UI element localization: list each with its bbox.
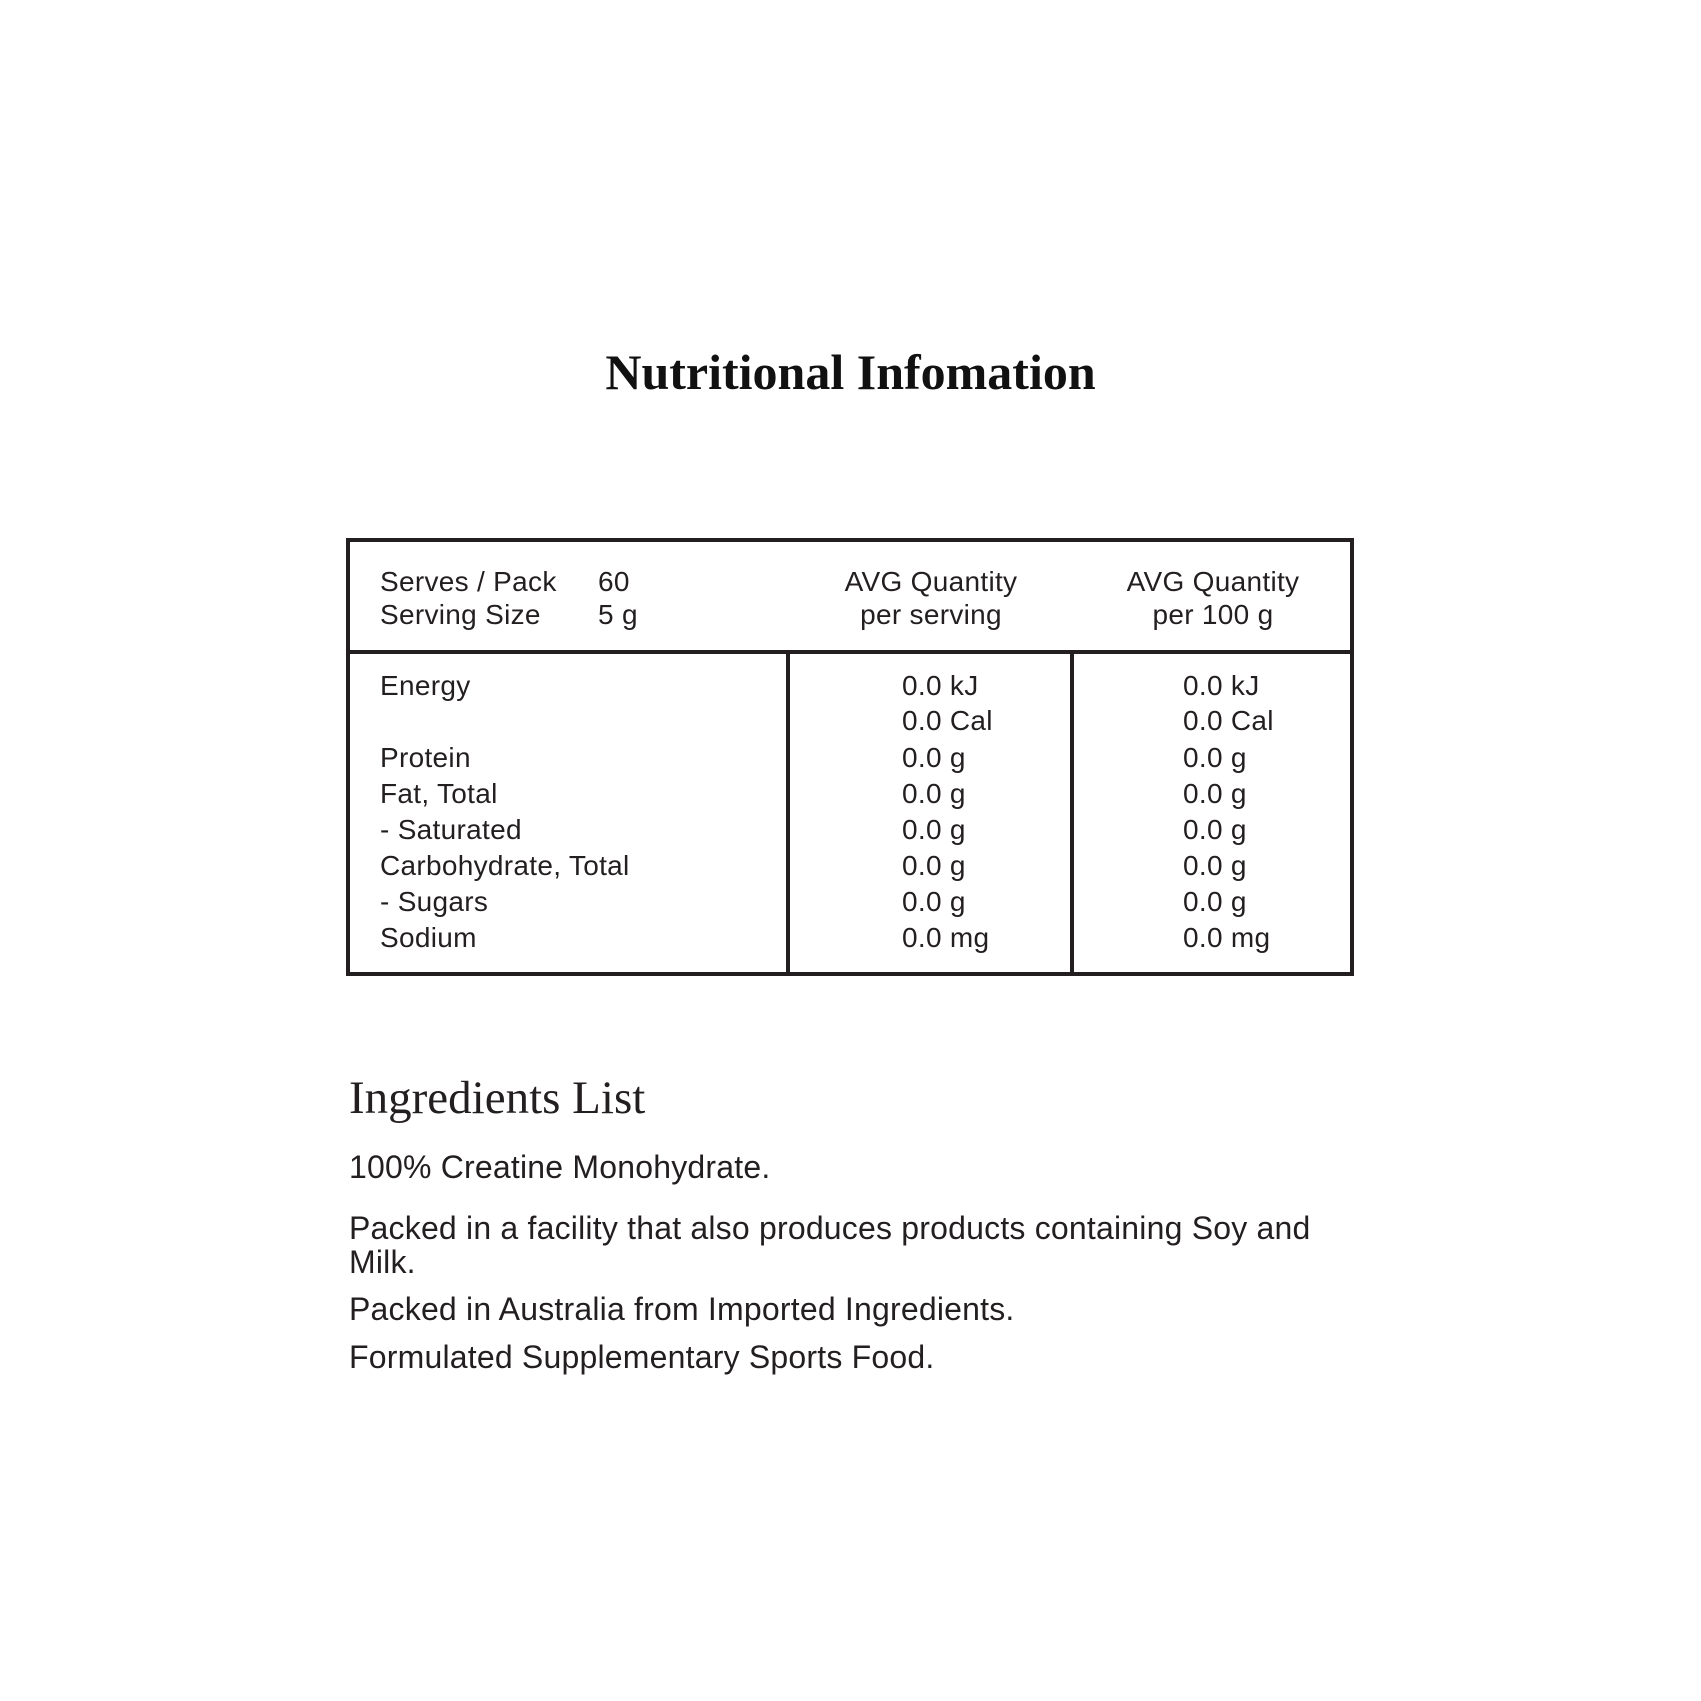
per-100g-header-line1: AVG Quantity: [1126, 566, 1300, 597]
per-100g-value: 0.0 kJ: [1183, 670, 1260, 701]
origin-note: Packed in Australia from Imported Ingredients.: [349, 1291, 1015, 1327]
per-serving-value: 0.0 mg: [902, 922, 990, 953]
nutrient-label-fat-total: Fat, Total: [380, 778, 498, 809]
header-divider: [350, 650, 1350, 654]
nutrient-label-carbohydrate: Carbohydrate, Total: [380, 850, 630, 881]
nutrient-label-sodium: Sodium: [380, 922, 477, 953]
page-title: Nutritional Infomation: [605, 344, 1096, 400]
per-100g-value: 0.0 g: [1183, 778, 1247, 809]
column-divider: [786, 650, 790, 972]
nutrition-panel: [346, 538, 1354, 976]
per-100g-header-line2: per 100 g: [1152, 599, 1274, 630]
ingredient-line: 100% Creatine Monohydrate.: [349, 1149, 771, 1185]
per-serving-value: 0.0 g: [902, 742, 966, 773]
nutrient-label-sugars: - Sugars: [380, 886, 489, 917]
serves-label: Serves / Pack: [380, 566, 557, 597]
nutrient-label-energy: Energy: [380, 670, 471, 701]
per-100g-value: 0.0 g: [1183, 850, 1247, 881]
serving-size-label: Serving Size: [380, 599, 541, 630]
per-100g-value: 0.0 Cal: [1183, 705, 1274, 736]
product-classification: Formulated Supplementary Sports Food.: [349, 1339, 935, 1375]
per-serving-value: 0.0 Cal: [902, 705, 993, 736]
per-serving-header-line1: AVG Quantity: [844, 566, 1018, 597]
per-serving-value: 0.0 kJ: [902, 670, 979, 701]
serves-value: 60: [598, 566, 630, 597]
ingredients-heading: Ingredients List: [349, 1072, 646, 1124]
column-divider: [1070, 650, 1074, 972]
per-100g-value: 0.0 g: [1183, 886, 1247, 917]
per-100g-value: 0.0 mg: [1183, 922, 1271, 953]
per-serving-value: 0.0 g: [902, 778, 966, 809]
per-serving-value: 0.0 g: [902, 814, 966, 845]
serving-size-value: 5 g: [598, 599, 638, 630]
per-serving-header-line2: per serving: [860, 599, 1002, 630]
per-100g-value: 0.0 g: [1183, 814, 1247, 845]
per-serving-value: 0.0 g: [902, 850, 966, 881]
nutrient-label-saturated: - Saturated: [380, 814, 522, 845]
allergen-note: Packed in a facility that also produces products containing Soy and Milk.: [349, 1210, 1311, 1280]
per-serving-value: 0.0 g: [902, 886, 966, 917]
nutrient-label-protein: Protein: [380, 742, 471, 773]
per-100g-value: 0.0 g: [1183, 742, 1247, 773]
